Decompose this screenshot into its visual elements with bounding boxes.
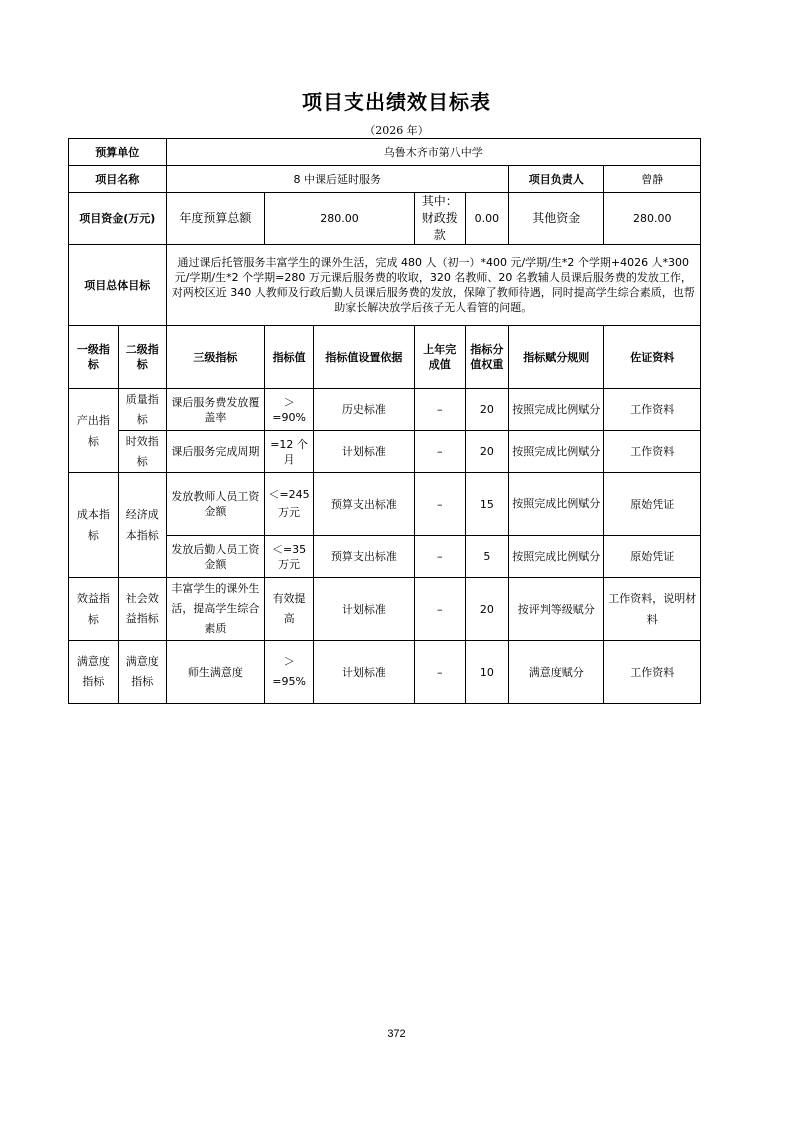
col-level3: 三级指标 [166, 326, 265, 389]
col-level1: 一级指标 [69, 326, 119, 389]
rule-cell: 按照完成比例赋分 [509, 389, 604, 431]
evidence-cell: 工作资料 [604, 431, 701, 473]
overall-goal-text: 通过课后托管服务丰富学生的课外生活，完成 480 人（初一）*400 元/学期/生*2 个学期+4026 人*300 元/学期/生*2 个学期=280 万元课后服务费的收取，320 名教师、20 名教辅人员课后服务费的发放工作，对两校区近 340 人教师及行政后勤人员课后服务费的发放，保障了教师待遇，同时提高学生综合素质，也帮助家长解决放学后孩子无人看管的问题。 [166, 245, 700, 326]
project-funds-label: 项目资金(万元) [69, 193, 167, 245]
table-row [69, 578, 701, 641]
evidence-cell: 工作资料 [604, 641, 701, 704]
level3-cell: 师生满意度 [166, 641, 265, 704]
col-last-year: 上年完成值 [414, 326, 465, 389]
col-weight: 指标分值权重 [465, 326, 508, 389]
last-year-cell: – [414, 431, 465, 473]
basis-cell: 计划标准 [313, 641, 414, 704]
level3-cell: 发放后勤人员工资金额 [166, 536, 265, 578]
last-year-cell: – [414, 536, 465, 578]
row-project-name [69, 166, 701, 193]
level1-cell: 满意度指标 [69, 641, 119, 704]
evidence-cell: 原始凭证 [604, 473, 701, 536]
indicator-value-cell: 有效提高 [265, 578, 314, 641]
other-funds-value: 280.00 [604, 193, 701, 245]
weight-cell: 20 [465, 389, 508, 431]
overall-goal-label: 项目总体目标 [69, 245, 167, 326]
rule-cell: 按照完成比例赋分 [509, 536, 604, 578]
project-name-label: 项目名称 [69, 166, 167, 193]
level2-cell: 满意度指标 [118, 641, 166, 704]
weight-cell: 5 [465, 536, 508, 578]
weight-cell: 20 [465, 578, 508, 641]
basis-cell: 历史标准 [313, 389, 414, 431]
row-overall-goal [69, 245, 701, 326]
last-year-cell: – [414, 473, 465, 536]
page-number: 372 [387, 1028, 406, 1040]
evidence-cell: 工作资料 [604, 389, 701, 431]
row-project-funds [69, 193, 701, 245]
indicator-value-cell: ＜=35 万元 [265, 536, 314, 578]
indicator-value-cell: ＞=95% [265, 641, 314, 704]
basis-cell: 计划标准 [313, 431, 414, 473]
column-header-row [69, 326, 701, 389]
project-leader-value: 曾静 [604, 166, 701, 193]
evidence-cell: 工作资料，说明材料 [604, 578, 701, 641]
indicator-value-cell: =12 个月 [265, 431, 314, 473]
performance-table [68, 138, 701, 704]
last-year-cell: – [414, 641, 465, 704]
level2-cell: 质量指标 [118, 389, 166, 431]
basis-cell: 计划标准 [313, 578, 414, 641]
weight-cell: 15 [465, 473, 508, 536]
annual-budget-label: 年度预算总额 [166, 193, 265, 245]
project-leader-label: 项目负责人 [509, 166, 604, 193]
level2-cell: 社会效益指标 [118, 578, 166, 641]
table-row [69, 473, 701, 536]
indicator-value-cell: ＞=90% [265, 389, 314, 431]
level1-cell: 产出指标 [69, 389, 119, 473]
indicator-value-cell: ＜=245 万元 [265, 473, 314, 536]
level2-cell: 时效指标 [118, 431, 166, 473]
level3-cell: 课后服务费发放覆盖率 [166, 389, 265, 431]
rule-cell: 按评判等级赋分 [509, 578, 604, 641]
last-year-cell: – [414, 578, 465, 641]
level3-cell: 丰富学生的课外生活，提高学生综合素质 [166, 578, 265, 641]
col-rule: 指标赋分规则 [509, 326, 604, 389]
table-row [69, 431, 701, 473]
col-basis: 指标值设置依据 [313, 326, 414, 389]
table-row [69, 641, 701, 704]
col-level2: 二级指标 [118, 326, 166, 389]
level1-cell: 效益指标 [69, 578, 119, 641]
row-budget-unit [69, 139, 701, 166]
project-name-value: 8 中课后延时服务 [166, 166, 509, 193]
level2-cell: 经济成本指标 [118, 473, 166, 578]
level1-cell: 成本指标 [69, 473, 119, 578]
level3-cell: 发放教师人员工资金额 [166, 473, 265, 536]
last-year-cell: – [414, 389, 465, 431]
fiscal-allocation-value: 0.00 [465, 193, 508, 245]
table-row [69, 389, 701, 431]
fiscal-allocation-label: 其中：财政拨款 [414, 193, 465, 245]
evidence-cell: 原始凭证 [604, 536, 701, 578]
budget-unit-label: 预算单位 [69, 139, 167, 166]
basis-cell: 预算支出标准 [313, 473, 414, 536]
annual-budget-value: 280.00 [265, 193, 415, 245]
rule-cell: 满意度赋分 [509, 641, 604, 704]
weight-cell: 20 [465, 431, 508, 473]
weight-cell: 10 [465, 641, 508, 704]
rule-cell: 按照完成比例赋分 [509, 473, 604, 536]
page-title: 项目支出绩效目标表 [302, 90, 491, 114]
col-evidence: 佐证资料 [604, 326, 701, 389]
year-subtitle: （2026 年） [364, 124, 429, 137]
budget-unit-value: 乌鲁木齐市第八中学 [166, 139, 700, 166]
rule-cell: 按照完成比例赋分 [509, 431, 604, 473]
other-funds-label: 其他资金 [509, 193, 604, 245]
level3-cell: 课后服务完成周期 [166, 431, 265, 473]
col-value: 指标值 [265, 326, 314, 389]
basis-cell: 预算支出标准 [313, 536, 414, 578]
